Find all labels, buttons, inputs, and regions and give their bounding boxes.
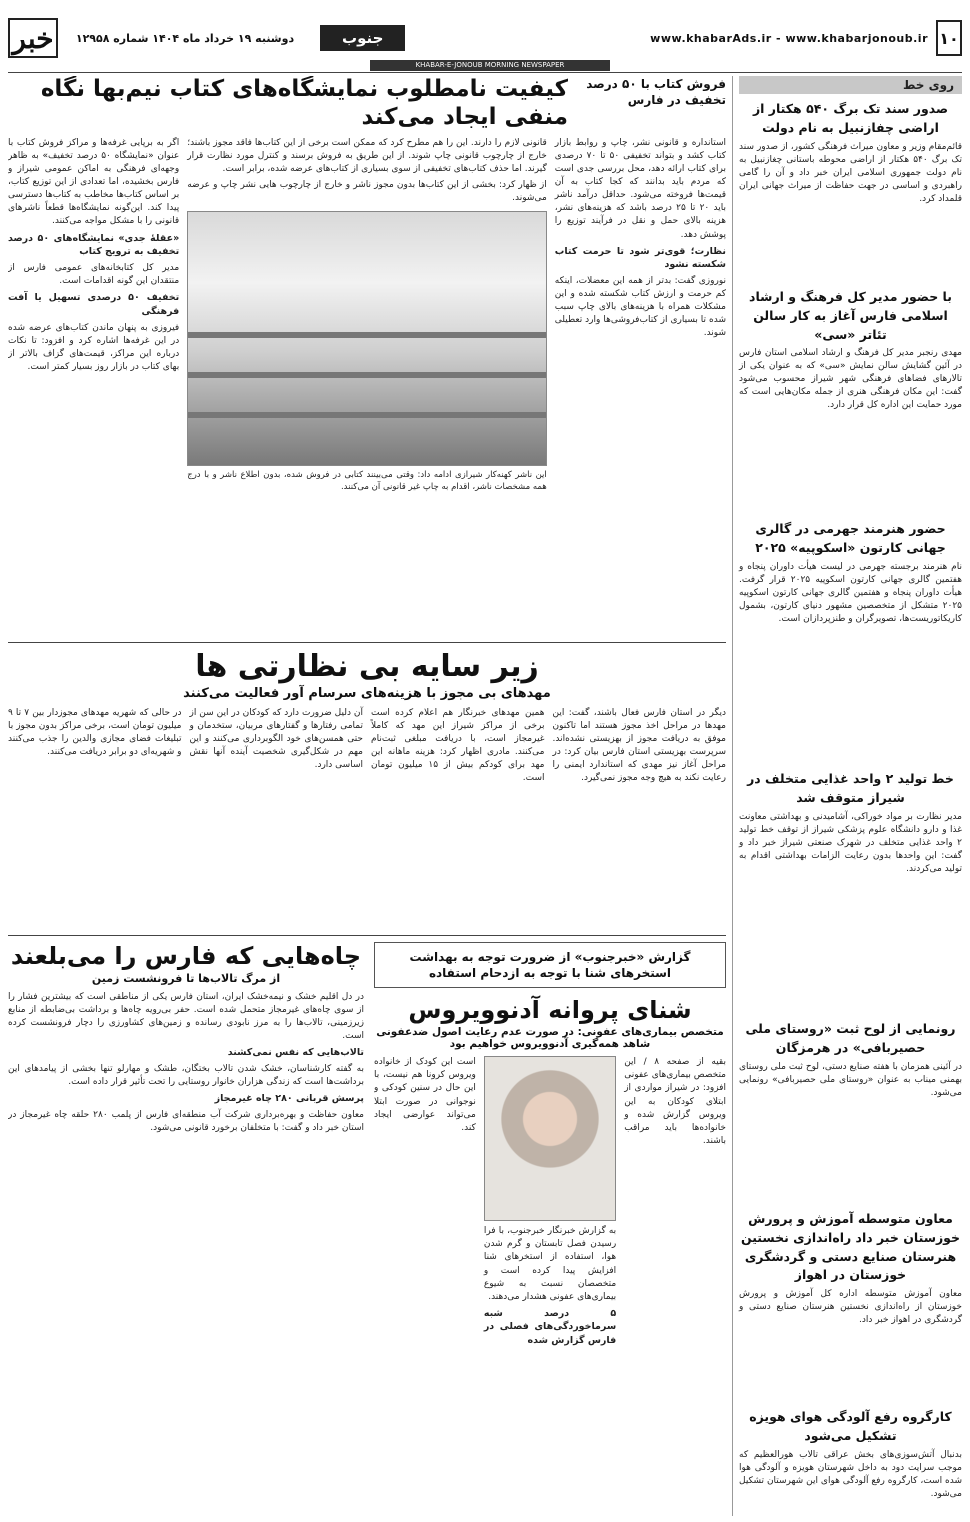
article-headline: زیر سایه بی نظارتی ها (195, 649, 539, 684)
sidebar-item[interactable] (739, 1408, 962, 1501)
sidebar-item-body: مهدی رنجبر مدیر کل فرهنگ و ارشاد اسلامی استان فارس در آئین گشایش سالن نمایش «سی» که به عنوان یکی از تالارهای فضاهای فرهنگی شهر شیراز محسوب می‌شود گفت: این مکان فرهنگی هنری از جمله مکان‌هایی است که مورد حمایت این اداره کل قرار دارد. (739, 348, 962, 411)
paragraph: نوروزی گفت: بدتر از همه این معضلات، اینکه کم حرمت و ارزش کتاب شکسته شده و این مشکلات همراه با هزینه‌های بالای چاپ سبب شده تا بسیاری از کتاب‌فروشی‌ها وارد تعطیلی شوند. (554, 276, 726, 339)
paragraph: از ظهار کرد: بخشی از این کتاب‌ها بدون مجوز ناشر و خارج از چارچوب هایی نشر چاپ و عرضه می‌شوند. (187, 180, 547, 204)
article-column: در حالی که شهریه مهدهای مجوزدار بین ۷ تا ۹ میلیون تومان است، برخی مراکز بدون مجوز با تبلیغات فضای مجازی والدین را جذب می‌کنند و شهریه‌ای دو برابر دریافت می‌کنند. (8, 708, 182, 758)
article-headline: شنای پروانه آدنوویروس (408, 996, 692, 1025)
article-wells[interactable] (8, 942, 364, 1502)
article-column: آن دلیل ضرورت دارد که کودکان در این سن از تمامی رفتارها و گفتارهای مربیان، ستخدمان و حتی همسن‌های خود الگوبرداری می‌کنند و این مهم در شکل‌گیری شخصیت آینده آنها نقش اساسی دارد. (189, 708, 363, 771)
article-column: بقیه از صفحه ۸ / این متخصص بیماری‌های عفونی افزود: در شیراز مواردی از ابتلای کودکان به این ویروس گزارش شده و خانواده‌ها باید مراقب باشند. (624, 1057, 726, 1146)
article-book-fair[interactable] (8, 76, 726, 636)
sidebar-item-title: حضور هنرمند جهرمی در گالری جهانی کارتون «اسکوپیه» ۲۰۲۵ (755, 521, 946, 555)
main-content (8, 76, 726, 1502)
subheading: پرسش قربانی ۲۸۰ چاه غیرمجاز (214, 1093, 364, 1105)
article-lead (8, 76, 726, 131)
sidebar-item[interactable] (739, 100, 962, 278)
sidebar-item-title: صدور سند تک برگ ۵۴۰ هکتار از اراضی چفازنبیل به نام دولت (752, 101, 949, 135)
article-kicker: فروش کتاب با ۵۰ درصد تخفیف در فارس (586, 77, 726, 108)
header-rule (8, 72, 962, 73)
sidebar-item-body: در آئینی همزمان با هفته صنایع دستی، لوح ثبت ملی روستای بهمنی میناب به عنوان «روستای ملی حصیربافی» رونمایی می‌شود. (739, 1061, 962, 1098)
sidebar-item[interactable] (739, 1210, 962, 1398)
paragraph: اگر به برپایی غرفه‌ها و مراکز فروش کتاب با عنوان «نمایشگاه ۵۰ درصد تخفیف» به ظاهر وجهه‌ای فرهنگی به اماکن عمومی شیراز و فارس بخشیده، اما تعدادی از این توزیع کتاب، بر اساس کتاب‌ها مخاطب به کتاب‌ها دسترسی پیدا کند. این‌گونه نمایشگاه‌ها قطعاً ناشرهای قانونی را با مشکل مواجه می‌کنند. (8, 138, 180, 227)
section-rule (8, 935, 726, 936)
paragraph: استانداره و قانونی نشر، چاپ و روابط بازار کتاب کشد و بتواند تخفیفی ۵۰ تا ۷۰ درصدی برای کتاب ارائه دهد، محل بررسی جدی است که مردم باید بدانند که کجا کتاب به آن قیمت‌ها فروخته می‌شود. حداقل درآمد ناشر باید ۲۰ تا ۲۵ درصد باشد که هزینه‌های نشر، هزینه بالای حمل و نقل در فرآیند توزیع را پوشش دهد. (554, 138, 726, 240)
sidebar-item[interactable] (739, 1020, 962, 1200)
subheading: تخفیف ۵۰ درصدی تسهیل یا آفت فرهنگی (8, 292, 180, 317)
article-columns (8, 707, 726, 785)
photo-caption: این ناشر کهنه‌کار شیرازی ادامه داد: وقتی می‌بینند کتابی در فروش شده، بدون اطلاع ناشر و با درج همه مشخصات ناشر، اقدام به چاپ غیر قانونی آن می‌کنند. (187, 470, 547, 493)
paragraph: در دل اقلیم خشک و نیمه‌خشک ایران، استان فارس یکی از مناطقی است که بیشترین فشار را از سوی چاه‌های غیرمجاز متحمل شده است. حفر بی‌رویه چاه‌ها و برداشت بی‌ضابطه از منابع زیرزمینی، تالاب‌ها را به مرز نابودی رسانده و زمین‌های کشاورزی را دچار فرونشست کرده است. (8, 992, 364, 1042)
sidebar-item-title: رونمایی از لوح ثبت «روستای ملی حصیربافی» در هرمزگان (745, 1021, 956, 1055)
paragraph: فیروزی به پنهان ماندن کتاب‌های عرضه شده در این غرفه‌ها اشاره کرد و افزود: تا نکات درباره این مراکز، قیمت‌های گزاف بالاتر از بهای کتاب در بازار روز بسیار کمتر است. (8, 322, 180, 372)
subheading: ۵ درصد شبه سرماخوردگی‌های فصلی در فارس گزارش شده (483, 1307, 617, 1347)
paragraph: به گزارش خبرنگار خبرجنوب، با فرا رسیدن فصل تابستان و گرم شدن هوا، استفاده از استخرهای شنا افزایش پیدا کرده است و متخصصان نسبت به شیوع بیماری‌های عفونی هشدار می‌دهند. (483, 1226, 617, 1302)
article-headline: چاه‌هایی که فارس را می‌بلعند (10, 942, 362, 970)
sidebar-item-body: قائم‌مقام وزیر و معاون میراث فرهنگی کشور، از صدور سند تک برگ ۵۴۰ هکتار از اراضی محوطه باستانی چغازنبیل به نام دولت جمهوری اسلامی ایران خبر داد و آن را گامی راهبردی و اساسی در جهت حفاظت از میراث جهانی ایران قلمداد کرد. (739, 141, 962, 204)
bottom-row (8, 942, 726, 1502)
sidebar-item-title: با حضور مدیر کل فرهنگ و ارشاد اسلامی فارس آغاز به کار سالن تئاتر «سی» (749, 289, 952, 342)
book-fair-photo (187, 211, 547, 466)
sidebar-item-title: خط تولید ۲ واحد غذایی متخلف در شیراز متوقف شد (747, 771, 954, 805)
article-columns (8, 137, 726, 494)
sidebar-item[interactable] (739, 520, 962, 760)
article-kicker-box (374, 942, 726, 988)
paragraph: مدیر کل کتابخانه‌های عمومی فارس از منتقدان این گونه اقدامات است. (8, 263, 180, 287)
subheading: نظارت؛ قوی‌تر شود تا حرمت کتاب شکسته نشود (554, 245, 726, 271)
sidebar-header: روی خط (739, 76, 962, 94)
subheading: تالاب‌هایی که نفس نمی‌کشند (227, 1047, 364, 1059)
sidebar-item-body: مدیر نظارت بر مواد خوراکی، آشامیدنی و بهداشتی معاونت غذا و دارو دانشگاه علوم پزشکی شیراز از توقف خط تولید ۲ واحد غذایی متخلف در شهرک صنعتی شیراز خبر داد و گفت: این واحدها بدون رعایت الزامات بهداشتی اقدام به تولید می‌کردند. (739, 811, 962, 874)
article-column (484, 1056, 616, 1351)
article-kindergartens[interactable] (8, 649, 726, 929)
page-number: ۱۰ (936, 20, 962, 56)
masthead (8, 18, 962, 58)
article-adenovirus[interactable] (374, 942, 726, 1502)
article-column (8, 137, 179, 494)
sidebar-item-title: کارگروه رفع آلودگی هوای هویزه تشکیل می‌شود (749, 1409, 952, 1443)
sidebar-item[interactable] (739, 288, 962, 510)
article-column: همین مهدهای خبرنگار هم اعلام کرده است برخی از مراکز شیراز این مهد که کاملاً غیرمجاز است، با دریافت مبلغی ثبت‌نام می‌کنند. مادری اظهار کرد: هزینه ماهانه این مهد برای کودکم بیش از ۱۵ میلیون تومان است. (371, 708, 545, 784)
article-columns (374, 1056, 726, 1351)
article-headline: کیفیت نامطلوب نمایشگاه‌های کتاب نیم‌بها نگاه منفی ایجاد می‌کند (40, 76, 568, 130)
paragraph: معاون حفاظت و بهره‌برداری شرکت آب منطقه‌ای فارس از پلمب ۲۸۰ حلقه چاه غیرمجاز در استان خبر داد و گفت: با متخلفان برخورد قانونی می‌شود. (8, 1109, 364, 1133)
section-rule (8, 642, 726, 643)
sidebar-item[interactable] (739, 770, 962, 1010)
paragraph: قانونی لازم را دارند. این را هم مطرح کرد که ممکن است برخی از این کتاب‌ها فاقد مجوز باشند؛ خارج از چارچوب قانونی چاپ شوند. از این طریق به فروش برسند و کنترل مورد نظارت قرار گیرند. اما حذف کتاب‌های تخفیفی از سوی بسیاری از کتاب‌های عرضه شده، برابر است. (187, 138, 547, 175)
paragraph: به گفته کارشناسان، خشک شدن تالاب بختگان، طشک و مهارلو تنها بخشی از پیامدهای این برداشت‌ها است که زندگی هزاران خانوار روستایی را تحت تأثیر قرار داده است. (8, 1063, 364, 1087)
article-body (8, 991, 364, 1135)
dateline: دوشنبه ۱۹ خرداد ماه ۱۴۰۴ شماره ۱۲۹۵۸ (75, 31, 295, 45)
newspaper-logo: خبر (8, 18, 58, 58)
article-column (187, 137, 547, 494)
sidebar-item-body: معاون آموزش متوسطه اداره کل آموزش و پرورش خوزستان از راه‌اندازی نخستین هنرستان صنایع دستی و گردشگری در اهواز خبر داد. (739, 1289, 962, 1326)
sidebar-item-body: نام هنرمند برجسته جهرمی در لیست هیأت داوران پنجاه و هفتمین گالری جهانی کارتون اسکوپیه ۲۰۲۵ قرار گرفت. هیأت داوران پنجاه و هفتمین گالری جهانی کارتون اسکوپیه ۲۰۲۵ متشکل از متخصصین مشهور دنیای کارتون، بشمول کاریکاتوریست‌ها، تصویرگران و طنزپردازان است. (739, 561, 962, 624)
sidebar-item-body: بدنبال آتش‌سوزی‌های بخش عراقی تالاب هورالعظیم که موجب سرایت دود به داخل شهرستان هویزه و آلودگی هوا شده است، کارگروه رفع آلودگی هوای این شهرستان تشکیل می‌شود. (739, 1449, 962, 1499)
slogan: KHABAR-E-JONOUB MORNING NEWSPAPER (370, 60, 610, 71)
article-subhead: متخصص بیماری‌های عفونی: در صورت عدم رعایت اصول ضدعفونی شاهد همه‌گیری آدنوویروس خواهیم بود (376, 1026, 724, 1051)
sidebar-item-title: معاون متوسطه آموزش و پرورش خوزستان خبر داد راه‌اندازی نخستین هنرستان صنایع دستی و گردشگری خوزستان در اهواز (740, 1211, 961, 1283)
article-subhead: مهدهای بی مجوز با هزینه‌های سرسام آور فعالیت می‌کنند (183, 686, 551, 701)
doctor-portrait (484, 1056, 616, 1221)
sidebar-news (732, 76, 962, 1516)
website-url[interactable]: www.khabarAds.ir - www.khabarjonoub.ir (650, 31, 928, 45)
subheading: «عقلهٔ جدی» نمایشگاه‌های ۵۰ درصد تخفیف به ترویج کتاب (8, 232, 180, 258)
article-subhead: از مرگ تالاب‌ها تا فرونشست زمین (91, 972, 281, 985)
article-column: است این کودک از خانواده ویروس کرونا هم نیست، با این حال در سنین کودکی و نوجوانی در صورت ابتلا می‌تواند عوارضی ایجاد کند. (374, 1057, 476, 1133)
article-column (555, 137, 726, 494)
article-column: دیگر در استان فارس فعال باشند، گفت: این مهدها در مراحل اخذ مجوز هستند اما تاکنون موفق به دریافت مجوز از بهزیستی نشده‌اند. سرپرست بهزیستی استان فارس بیان کرد: در مراحل آغاز نیز مهدی که استاندارد ایمنی را رعایت نکند به هیچ وجه مجوز نمی‌گیرد. (552, 708, 726, 784)
article-kicker: گزارش «خبرجنوب» از ضرورت توجه به بهداشت استخرهای شنا با توجه به ازدحام استفاده (409, 950, 691, 981)
section-title: جنوب (320, 25, 405, 51)
